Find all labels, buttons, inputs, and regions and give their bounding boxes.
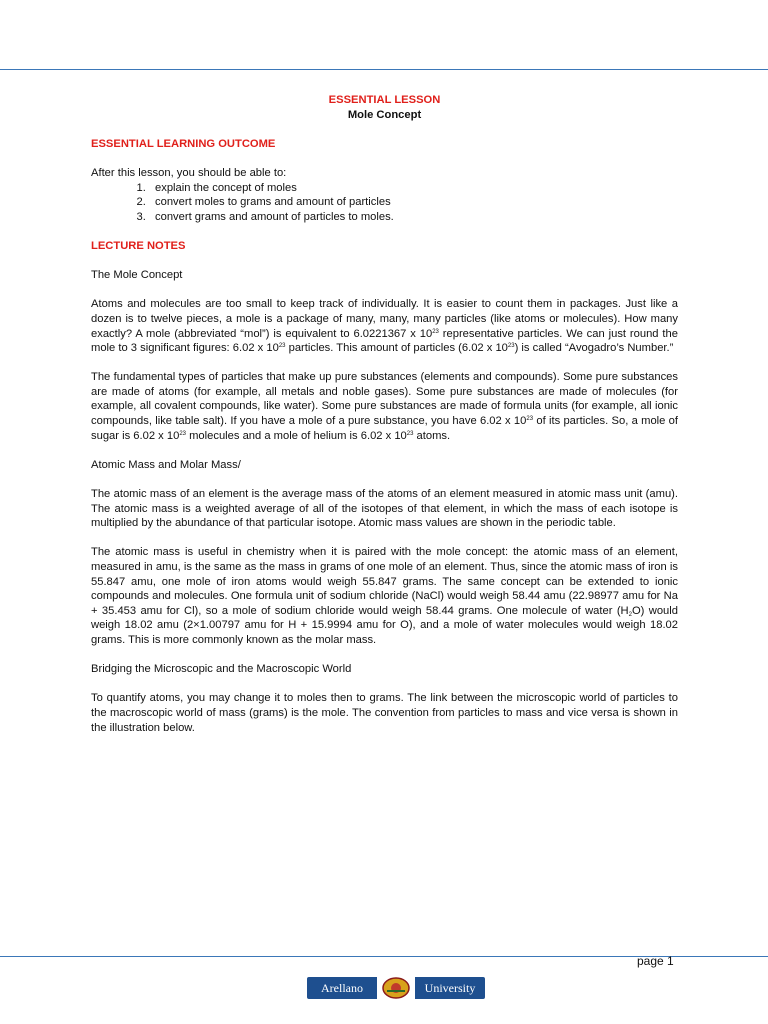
outcome-heading: ESSENTIAL LEARNING OUTCOME [91,137,276,150]
header-rule [0,69,768,70]
lesson-subtitle: Mole Concept [347,108,422,121]
outcome-item: 1. explain the concept of moles [149,181,678,196]
section-title-mole-concept: The Mole Concept [91,269,183,282]
paragraph-atomic-mass: The atomic mass of an element is the average mass of the atoms of an element measured in atomic mass unit (amu). The atomic mass is a weighted average of all of the isotopes of that element, in which the mass of each isotope is multiplied by the abundance of that particular isotope. Atomic mass values are shown in the periodic table. [91,488,678,530]
lesson-title: ESSENTIAL LESSON [328,94,441,106]
paragraph-mole-definition: Atoms and molecules are too small to keep track of individually. It is easier to count them in packages. Just like a dozen is to twelve pieces, a mole is a package of many, many, many particles (like atoms or molecules). How many exactly? A mole (abbreviated “mol”) is equivalent to 6.0221367 x $10^{23}$ representative particles. We can just round the mole to 3 significant figures: 6.02 x $10^{23}$ particles. This amount of particles (6.02 x $10^{23}$) is called “Avogadro’s Number.” [91,298,678,355]
page-number: page 1 [637,954,674,968]
lecture-heading: LECTURE NOTES [91,239,186,252]
logo-left-text: Arellano [307,977,377,999]
paragraph-bridging: To quantify atoms, you may change it to moles then to grams. The link between the microscopic world of particles to the macroscopic world of mass (grams) is the mole. The convention from particles to mass and vice versa is shown in the illustration below. [91,692,678,734]
outcome-item: 2. convert moles to grams and amount of particles [149,195,678,210]
outcome-item: 3. convert grams and amount of particles to moles. [149,210,678,225]
section-title-atomic-mass: Atomic Mass and Molar Mass/ [91,458,241,471]
university-logo [307,977,485,999]
outcome-list [91,181,678,225]
paragraph-molar-mass: The atomic mass is useful in chemistry when it is paired with the mole concept: the atomic mass of an element, measured in amu, is the same as the mass in grams of one mole of an element. Thus, since the atomic mass of iron is 55.847 amu, one mole of iron atoms would weigh 55.847 grams. The same concept can be extended to ionic compounds and molecules. One formula unit of sodium chloride (NaCl) would weigh 58.44 amu (22.98977 amu for Na + 35.453 amu for Cl), so a mole of sodium chloride would weigh 58.44 grams. One molecule of water $(H_2O)$ would weigh 18.02 amu (2×1.00797 amu for H + 15.9994 amu for O), and a mole of water molecules would weigh 18.02 grams. This is more commonly known as the molar mass. [91,546,678,646]
paragraph-particle-types: The fundamental types of particles that make up pure substances (elements and compounds). Some pure substances are made of atoms (for example, all metals and noble gases). Some pure substances are made of molecules (for example, all covalent compounds, like water). Some pure substances are made of formula units (for example, all ionic compounds, like table salt). If you have a mole of a pure substance, you have 6.02 x $10^{23}$ of its particles. So, a mole of sugar is 6.02 x $10^{23}$ molecules and a mole of helium is 6.02 x $10^{23}$ atoms. [91,371,678,442]
outcome-intro: After this lesson, you should be able to: [91,166,287,179]
document-body [91,93,678,735]
logo-right-text: University [415,977,485,999]
seal-icon [377,977,415,999]
section-title-bridging: Bridging the Microscopic and the Macroscopic World [91,663,352,676]
